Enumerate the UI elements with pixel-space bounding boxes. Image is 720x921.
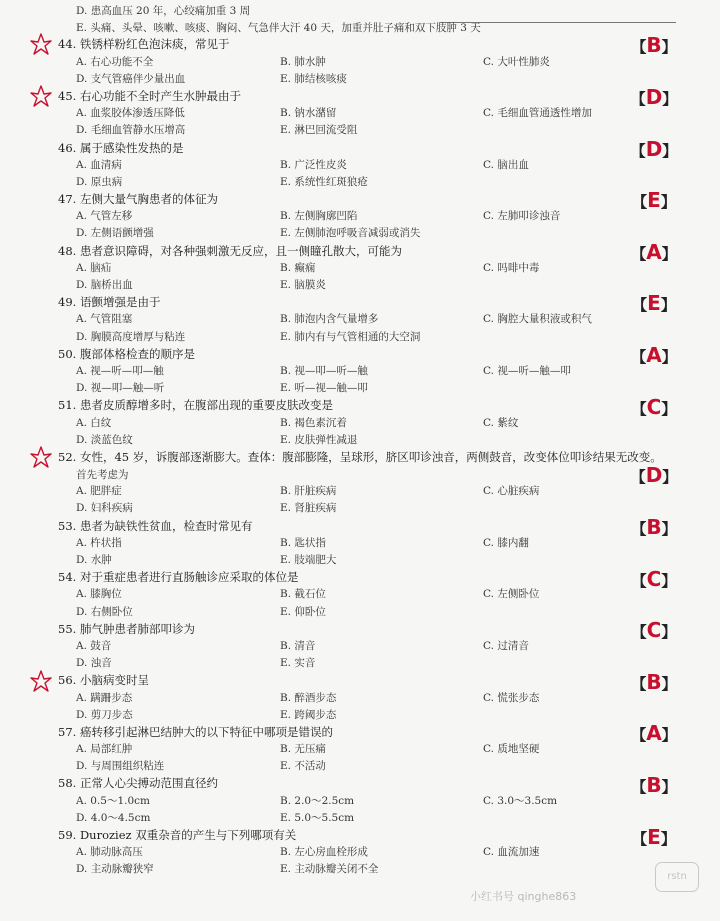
line-opts bbox=[58, 586, 668, 603]
bracket-right: 】 bbox=[661, 571, 677, 590]
option-b: B. 左心房血栓形成 bbox=[280, 846, 368, 859]
option-b: B. 肺水肿 bbox=[280, 55, 326, 68]
answer-mark bbox=[624, 516, 684, 540]
bracket-left: 【 bbox=[631, 623, 647, 642]
option-a: D. 原虫病 bbox=[76, 175, 123, 188]
bracket-left: 【 bbox=[631, 399, 647, 418]
option-b: E. 听—视—触—叩 bbox=[280, 382, 368, 395]
question-stem: 50. 腹部体格检查的顺序是 bbox=[58, 346, 195, 361]
line-q bbox=[58, 569, 668, 586]
question-continuation: 首先考虑为 bbox=[76, 469, 129, 482]
option-c: C. 左肺叩诊浊音 bbox=[483, 210, 561, 223]
line-opts bbox=[58, 415, 668, 432]
line-q bbox=[58, 518, 668, 535]
option-a: D. 脑桥出血 bbox=[76, 279, 133, 291]
watermark-text: 小红书号 qinghe863 bbox=[470, 890, 577, 903]
line-opts bbox=[58, 483, 668, 500]
bracket-left: 【 bbox=[631, 38, 647, 57]
bracket-left: 【 bbox=[631, 674, 647, 693]
line-q bbox=[58, 36, 668, 53]
option-b: E. 不活动 bbox=[280, 760, 326, 773]
option-b: E. 肢端肥大 bbox=[280, 554, 337, 566]
option-b: B. 褐色素沉着 bbox=[280, 416, 347, 429]
line-opts bbox=[58, 71, 668, 88]
answer-letter: B bbox=[646, 773, 662, 797]
answer-mark bbox=[624, 189, 684, 213]
answer-mark bbox=[624, 292, 684, 316]
question-stem: 58. 正常人心尖搏动范围直径约 bbox=[58, 776, 218, 791]
question-stem: 54. 对于重症患者进行直肠触诊应采取的体位是 bbox=[58, 570, 299, 585]
option-a: D. 胸膜高度增厚与粘连 bbox=[76, 330, 186, 343]
line-opts bbox=[58, 793, 668, 810]
answer-mark bbox=[624, 464, 684, 488]
line-opts bbox=[58, 604, 668, 621]
line-q bbox=[58, 775, 668, 792]
answer-letter: E bbox=[647, 824, 661, 849]
star-icon bbox=[30, 85, 52, 107]
option-b: E. 实音 bbox=[280, 657, 316, 670]
option-c: C. 左侧卧位 bbox=[483, 588, 540, 601]
answer-mark bbox=[624, 826, 684, 850]
option-a: A. 白纹 bbox=[76, 416, 112, 429]
answer-mark bbox=[624, 344, 684, 368]
line-cont bbox=[58, 2, 668, 19]
line-q bbox=[58, 621, 668, 638]
option-a: D. 主动脉瓣狭窄 bbox=[76, 863, 154, 876]
answer-mark bbox=[624, 568, 684, 592]
option-b: B. 广泛性皮炎 bbox=[280, 158, 347, 171]
bracket-right: 】 bbox=[661, 674, 677, 693]
option-a: D. 左侧语颤增强 bbox=[76, 227, 154, 240]
option-a: D. 淡蓝色纹 bbox=[76, 433, 133, 446]
star-icon bbox=[30, 446, 52, 468]
answer-letter: E bbox=[647, 291, 661, 316]
answer-letter: C bbox=[646, 566, 662, 591]
line-q bbox=[58, 346, 668, 363]
answer-letter: C bbox=[646, 394, 662, 419]
option-c: C. 慌张步态 bbox=[483, 691, 540, 704]
bracket-left: 【 bbox=[631, 778, 647, 796]
option-a: D. 与周围组织粘连 bbox=[76, 760, 165, 773]
question-stem: 49. 语颤增强是由于 bbox=[58, 295, 161, 310]
line-cont2 bbox=[58, 466, 668, 483]
question-stem: 46. 属于感染性发热的是 bbox=[58, 140, 184, 155]
option-c: C. 吗啡中毒 bbox=[483, 261, 540, 274]
bracket-left: 【 bbox=[630, 468, 646, 487]
option-a: D. 妇科疾病 bbox=[76, 502, 133, 515]
bracket-left: 【 bbox=[631, 571, 647, 590]
option-a: D. 4.0～4.5cm bbox=[76, 811, 151, 824]
option-b: B. 2.0～2.5cm bbox=[280, 794, 355, 807]
line-opts bbox=[58, 432, 668, 449]
answer-mark bbox=[624, 722, 684, 746]
bracket-left: 【 bbox=[632, 296, 648, 315]
answer-mark bbox=[624, 241, 684, 265]
bracket-right: 】 bbox=[661, 623, 677, 642]
question-stem: 44. 铁锈样粉红色泡沫痰，常见于 bbox=[58, 37, 230, 52]
line-opts bbox=[58, 861, 668, 878]
question-stem: 57. 癌转移引起淋巴结肿大的以下特征中哪项是错误的 bbox=[58, 724, 333, 739]
question-stem: 47. 左侧大量气胸患者的体征为 bbox=[58, 192, 218, 207]
option-b: E. 仰卧位 bbox=[280, 605, 326, 618]
answer-letter: D bbox=[645, 463, 663, 488]
bracket-right: 】 bbox=[661, 520, 677, 538]
option-b: E. 跨阈步态 bbox=[280, 708, 337, 721]
line-q bbox=[58, 827, 668, 844]
line-opts bbox=[58, 810, 668, 827]
option-b: B. 钠水潴留 bbox=[280, 107, 337, 120]
bracket-left: 【 bbox=[630, 90, 646, 108]
answer-letter: D bbox=[645, 136, 663, 161]
option-b: B. 左侧胸廓凹陷 bbox=[280, 210, 358, 223]
question-continuation: D. 患高血压 20 年，心绞痛加重 3 周 bbox=[76, 5, 251, 17]
answer-letter: B bbox=[646, 669, 662, 694]
option-b: E. 系统性红斑狼疮 bbox=[280, 175, 368, 188]
bracket-right: 】 bbox=[660, 296, 676, 315]
option-a: D. 毛细血管静水压增高 bbox=[76, 124, 186, 137]
line-opts bbox=[58, 741, 668, 758]
bracket-right: 】 bbox=[661, 778, 677, 796]
line-opts bbox=[58, 707, 668, 724]
line-opts bbox=[58, 380, 668, 397]
option-b: B. 癫痫 bbox=[280, 261, 316, 274]
answer-letter: A bbox=[646, 343, 662, 367]
option-a: D. 支气管癌伴少量出血 bbox=[76, 72, 186, 85]
question-stem: 52. 女性，45 岁，诉腹部逐渐膨大。查体：腹部膨隆，呈球形，脐区叩诊浊音，两侧鼓音，改变体位叩诊结果无改变。 bbox=[58, 449, 662, 464]
answer-letter: C bbox=[646, 618, 662, 643]
bracket-right: 】 bbox=[662, 141, 678, 160]
option-a: A. 鼓音 bbox=[76, 639, 112, 652]
option-c: C. 质地坚硬 bbox=[483, 743, 540, 756]
line-q bbox=[58, 724, 668, 741]
answer-letter: E bbox=[647, 188, 661, 213]
bracket-right: 】 bbox=[660, 193, 676, 212]
answer-mark bbox=[624, 396, 684, 420]
option-a: A. 肥胖症 bbox=[76, 485, 122, 498]
answer-letter: B bbox=[646, 515, 662, 539]
option-b: E. 左侧肺泡呼吸音减弱或消失 bbox=[280, 227, 421, 240]
option-a: D. 剪刀步态 bbox=[76, 708, 133, 721]
option-a: A. 视—听—叩—触 bbox=[76, 364, 164, 377]
question-stem: 59. Duroziez 双重杂音的产生与下列哪项有关 bbox=[58, 828, 297, 842]
option-a: A. 肺动脉高压 bbox=[76, 846, 143, 859]
bracket-right: 】 bbox=[661, 244, 677, 263]
line-opts bbox=[58, 311, 668, 328]
line-q bbox=[58, 88, 668, 105]
bracket-right: 】 bbox=[661, 348, 677, 366]
answer-mark bbox=[624, 86, 684, 110]
line-opts bbox=[58, 105, 668, 122]
option-a: D. 浊音 bbox=[76, 657, 112, 670]
bracket-right: 】 bbox=[660, 829, 676, 848]
option-b: E. 主动脉瓣关闭不全 bbox=[280, 863, 379, 876]
bracket-left: 【 bbox=[632, 193, 648, 212]
line-opts bbox=[58, 535, 668, 552]
option-c: C. 膝内翻 bbox=[483, 536, 529, 549]
line-opts bbox=[58, 260, 668, 277]
option-b: E. 5.0～5.5cm bbox=[280, 811, 355, 824]
question-stem: 53. 患者为缺铁性贫血，检查时常见有 bbox=[58, 518, 253, 533]
question-stem: 55. 肺气肿患者肺部叩诊为 bbox=[58, 621, 195, 636]
option-c: C. 脑出血 bbox=[483, 158, 529, 171]
option-b: E. 皮肤弹性减退 bbox=[280, 433, 358, 446]
line-opts bbox=[58, 655, 668, 672]
star-icon bbox=[30, 33, 52, 55]
watermark-badge: rstn bbox=[655, 862, 699, 892]
bracket-right: 】 bbox=[661, 726, 677, 745]
bracket-right: 】 bbox=[662, 90, 678, 108]
option-b: E. 肾脏疾病 bbox=[280, 502, 337, 515]
option-b: E. 脑膜炎 bbox=[280, 279, 326, 291]
line-q bbox=[58, 672, 668, 689]
option-a: A. 脑疝 bbox=[76, 261, 112, 274]
option-c: C. 视—听—触—叩 bbox=[483, 364, 571, 377]
line-q bbox=[58, 397, 668, 414]
line-opts bbox=[58, 329, 668, 346]
question-sheet bbox=[58, 2, 668, 879]
option-b: B. 肺泡内含气量增多 bbox=[280, 313, 379, 326]
line-opts bbox=[58, 122, 668, 139]
option-a: A. 0.5～1.0cm bbox=[76, 794, 150, 807]
question-stem: 56. 小脑病变时呈 bbox=[58, 673, 149, 688]
bracket-left: 【 bbox=[631, 520, 647, 538]
option-a: D. 视—叩—触—听 bbox=[76, 382, 165, 395]
option-b: B. 肝脏疾病 bbox=[280, 485, 337, 498]
answer-letter: B bbox=[646, 33, 662, 58]
option-b: B. 视—叩—听—触 bbox=[280, 364, 368, 377]
option-b: B. 匙状指 bbox=[280, 536, 326, 549]
question-continuation: E. 头痛、头晕、咳嗽、咳痰、胸闷、气急伴大汗 40 天，加重并肚子痛和双下肢肿 3 天 bbox=[76, 22, 481, 35]
line-opts bbox=[58, 208, 668, 225]
line-opts bbox=[58, 54, 668, 71]
line-opts bbox=[58, 174, 668, 191]
question-stem: 45. 右心功能不全时产生水肿最由于 bbox=[58, 88, 241, 103]
answer-mark bbox=[624, 619, 684, 643]
option-a: D. 水肿 bbox=[76, 554, 112, 566]
line-opts bbox=[58, 363, 668, 380]
option-b: B. 无压痛 bbox=[280, 743, 326, 756]
option-a: A. 蹒跚步态 bbox=[76, 691, 133, 704]
option-c: C. 心脏疾病 bbox=[483, 485, 540, 498]
option-b: B. 截石位 bbox=[280, 588, 326, 601]
bracket-right: 】 bbox=[661, 399, 677, 418]
answer-letter: A bbox=[646, 239, 662, 264]
line-opts bbox=[58, 638, 668, 655]
option-a: A. 血清病 bbox=[76, 158, 122, 171]
answer-mark bbox=[624, 34, 684, 58]
option-a: A. 右心功能不全 bbox=[76, 55, 154, 68]
line-opts bbox=[58, 690, 668, 707]
answer-letter: D bbox=[645, 85, 663, 109]
line-opts bbox=[58, 277, 668, 294]
bracket-right: 】 bbox=[661, 38, 677, 57]
line-q bbox=[58, 191, 668, 208]
option-c: C. 过清音 bbox=[483, 639, 529, 652]
option-a: A. 杵状指 bbox=[76, 536, 122, 549]
option-a: D. 右侧卧位 bbox=[76, 605, 133, 618]
line-q bbox=[58, 243, 668, 260]
option-c: C. 毛细血管通透性增加 bbox=[483, 107, 592, 120]
option-a: A. 气管阻塞 bbox=[76, 313, 133, 326]
bracket-right: 】 bbox=[662, 468, 678, 487]
line-opts bbox=[58, 225, 668, 242]
answer-mark bbox=[624, 138, 684, 162]
option-b: B. 清音 bbox=[280, 639, 316, 652]
line-q bbox=[58, 140, 668, 157]
line-cont bbox=[58, 19, 668, 36]
option-a: A. 气管左移 bbox=[76, 210, 133, 223]
bracket-left: 【 bbox=[631, 348, 647, 366]
option-a: A. 膝胸位 bbox=[76, 588, 122, 601]
question-stem: 48. 患者意识障碍，对各种强刺激无反应，且一侧瞳孔散大，可能为 bbox=[58, 243, 402, 258]
line-opts bbox=[58, 157, 668, 174]
line-opts bbox=[58, 500, 668, 517]
line-opts bbox=[58, 552, 668, 569]
option-b: E. 肺内有与气管相通的大空洞 bbox=[280, 330, 421, 343]
bracket-left: 【 bbox=[631, 726, 647, 745]
star-icon bbox=[30, 670, 52, 692]
option-c: C. 胸腔大量积液或积气 bbox=[483, 313, 592, 326]
line-opts bbox=[58, 758, 668, 775]
option-c: C. 血流加速 bbox=[483, 846, 540, 859]
question-stem: 51. 患者皮质醇增多时，在腹部出现的重要皮肤改变是 bbox=[58, 398, 333, 413]
option-a: A. 局部红肿 bbox=[76, 743, 133, 756]
bracket-left: 【 bbox=[630, 141, 646, 160]
line-opts bbox=[58, 844, 668, 861]
option-b: E. 淋巴回流受阻 bbox=[280, 124, 358, 137]
answer-letter: A bbox=[646, 721, 662, 746]
option-b: B. 醉酒步态 bbox=[280, 691, 337, 704]
option-c: C. 紫纹 bbox=[483, 416, 519, 429]
answer-mark bbox=[624, 774, 684, 798]
option-a: A. 血浆胶体渗透压降低 bbox=[76, 107, 185, 120]
bracket-left: 【 bbox=[631, 244, 647, 263]
bracket-left: 【 bbox=[632, 829, 648, 848]
line-q bbox=[58, 294, 668, 311]
line-q bbox=[58, 449, 668, 466]
option-c: C. 3.0～3.5cm bbox=[483, 794, 558, 807]
option-c: C. 大叶性肺炎 bbox=[483, 55, 550, 68]
answer-mark bbox=[624, 671, 684, 695]
option-b: E. 肺结核咳痰 bbox=[280, 72, 347, 85]
